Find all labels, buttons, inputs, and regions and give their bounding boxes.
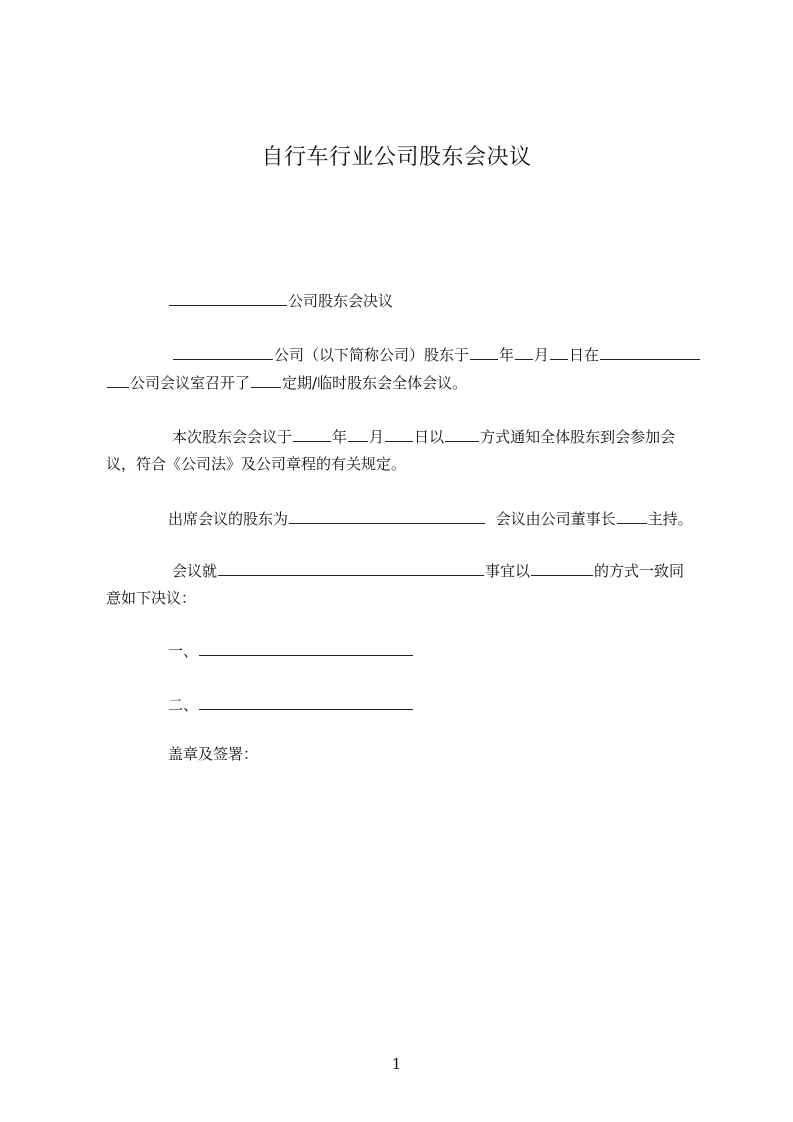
chairman-blank[interactable] xyxy=(617,508,647,524)
para1-text3: 公司会议室召开了 xyxy=(130,374,251,392)
resolution-2-blank[interactable] xyxy=(199,694,413,710)
para1-line2 xyxy=(106,372,467,393)
para4-text1: 会议就 xyxy=(172,562,218,580)
para4-line2 xyxy=(106,588,196,608)
para3 xyxy=(168,508,693,529)
year-blank[interactable] xyxy=(470,344,498,360)
notice-month-blank[interactable] xyxy=(348,426,368,442)
para3-text2: 会议由公司董事长 xyxy=(495,510,616,528)
para1-text1: 公司（以下简称公司）股东于 xyxy=(274,346,470,364)
para2-text2: 日以 xyxy=(414,428,445,446)
month-blank[interactable] xyxy=(515,344,533,360)
para2-text4: 议，符合《公司法》及公司章程的有关规定。 xyxy=(106,455,407,473)
para1-line1 xyxy=(172,344,701,365)
matter-blank[interactable] xyxy=(218,560,484,576)
notice-day-blank[interactable] xyxy=(385,426,413,442)
day-blank[interactable] xyxy=(550,344,568,360)
location-blank[interactable] xyxy=(600,344,700,360)
resolution-1-blank[interactable] xyxy=(199,640,413,656)
document-title: 自行车行业公司股东会决议 xyxy=(261,145,532,170)
para2-month-label: 月 xyxy=(369,428,385,446)
para2-year-label: 年 xyxy=(332,428,348,446)
voting-method-blank[interactable] xyxy=(531,560,593,576)
para2-text1: 本次股东会会议于 xyxy=(172,428,293,446)
item2-label: 二、 xyxy=(168,696,199,714)
signature-label: 盖章及签署： xyxy=(168,745,259,763)
para2-text3: 方式通知全体股东到会参加会 xyxy=(480,428,676,446)
meeting-type-blank[interactable] xyxy=(251,372,281,388)
page-number: 1 xyxy=(391,1055,402,1073)
company-name-blank[interactable] xyxy=(169,290,287,306)
company-blank[interactable] xyxy=(173,344,273,360)
item1-label: 一、 xyxy=(168,642,199,660)
resolution-item-2 xyxy=(168,694,414,715)
attending-shareholders-blank[interactable] xyxy=(289,508,485,524)
para2-line1 xyxy=(172,426,675,447)
para4-text2: 事宜以 xyxy=(485,562,531,580)
location-blank-cont[interactable] xyxy=(107,372,129,388)
para1-year-label: 年 xyxy=(499,346,515,364)
heading-suffix: 公司股东会决议 xyxy=(288,292,394,310)
para3-text3: 主持。 xyxy=(647,510,693,528)
para1-text2: 日在 xyxy=(569,346,600,364)
notice-year-blank[interactable] xyxy=(293,426,331,442)
signature-line xyxy=(168,744,258,764)
para1-month-label: 月 xyxy=(534,346,550,364)
para1-text4: 定期/临时股东会全体会议。 xyxy=(282,374,468,392)
para4-line1 xyxy=(172,560,684,581)
para4-text3: 的方式一致同 xyxy=(594,562,685,580)
para2-line2 xyxy=(106,454,406,474)
para4-text4: 意如下决议： xyxy=(106,589,197,607)
notice-method-blank[interactable] xyxy=(445,426,479,442)
resolution-item-1 xyxy=(168,640,414,661)
resolution-heading xyxy=(168,290,393,311)
para3-text1: 出席会议的股东为 xyxy=(168,510,289,528)
